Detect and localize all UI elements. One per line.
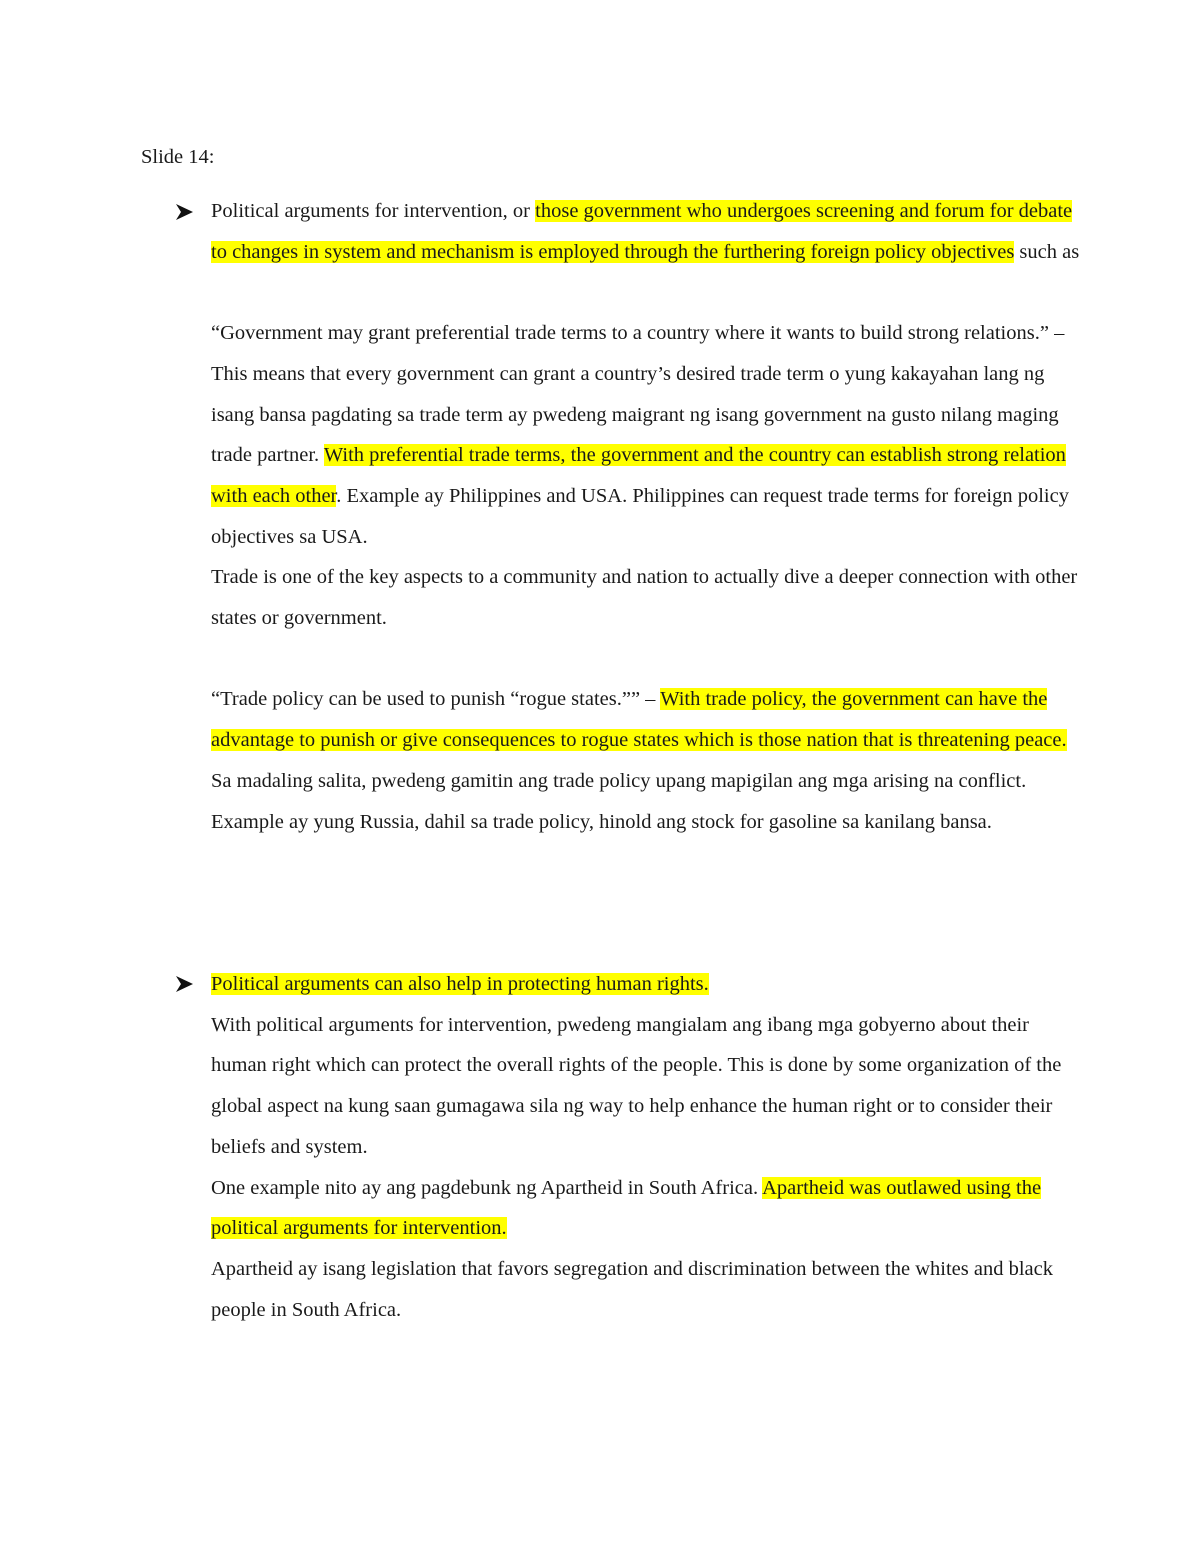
highlighted-text: With trade policy, the government can have the advantage to punish or give consequences to rogue states which is those nation that is threatening peace. <box>211 688 1067 752</box>
highlighted-text: those government who undergoes screening and forum for debate to changes in system and mechanism is employed through the furthering foreign policy objectives <box>211 200 1073 263</box>
arrow-bullet-icon <box>172 972 202 1002</box>
section-human-rights <box>211 964 1081 1330</box>
paragraph-preferential-trade: “Government may grant preferential trade terms to a country where it wants to build strong relations.” – This means that every government can grant a country’s desired trade term o yung kakayahan lang ng isang bansa pagdating sa trade term ay pwedeng maigrant ng isang government na gusto nilang maging trade partner. With preferential trade terms, the government and the country can establish strong relation with each other. Example ay Philippines and USA. Philippines can request trade terms for foreign policy objectives sa USA. <box>211 322 1069 548</box>
section-political-intervention <box>211 191 1081 842</box>
bullet-paragraph: Political arguments for intervention, or those government who undergoes screening and forum for debate to changes in system and mechanism is employed through the furthering foreign policy objectives such as <box>211 200 1080 263</box>
paragraph-human-rights: With political arguments for intervention, pwedeng mangialam ang ibang mga gobyerno about their human right which can protect the overall rights of the people. This is done by some organization of the global aspect na kung saan gumagawa sila ng way to help enhance the human right or to consider their beliefs and system. <box>211 1013 1062 1158</box>
paragraph-apartheid-example: One example nito ay ang pagdebunk ng Apartheid in South Africa. Apartheid was outlawed using the political arguments for intervention. <box>211 1176 1042 1240</box>
bullet-heading <box>211 964 1081 1005</box>
paragraph-rogue-states: “Trade policy can be used to punish “rogue states.”” – With trade policy, the government can have the advantage to punish or give consequences to rogue states which is those nation that is threatening peace. Sa madaling salita, pwedeng gamitin ang trade policy upang mapigilan ang mga arising na conflict. Example ay yung Russia, dahil sa trade policy, hinold ang stock for gasoline sa kanilang bansa. <box>211 688 1067 833</box>
slide-title: Slide 14: <box>141 146 215 168</box>
arrow-bullet-icon <box>172 200 202 230</box>
highlighted-text: With preferential trade terms, the government and the country can establish strong relation with each other <box>211 444 1066 507</box>
paragraph-trade-key-aspect: Trade is one of the key aspects to a community and nation to actually dive a deeper connection with other states or government. <box>211 566 1078 630</box>
highlighted-text: Political arguments can also help in protecting human rights. <box>211 973 709 995</box>
paragraph-apartheid-definition: Apartheid ay isang legislation that favors segregation and discrimination between the whites and black people in South Africa. <box>211 1257 1053 1321</box>
highlighted-text: Apartheid was outlawed using the political arguments for intervention. <box>211 1176 1042 1240</box>
